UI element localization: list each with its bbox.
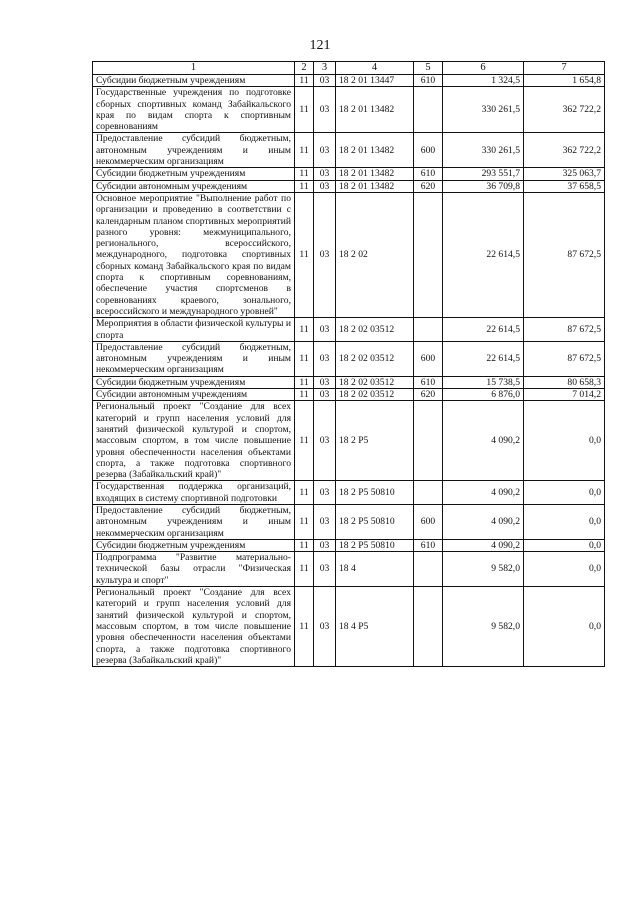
row-subsection: 03 [314, 341, 336, 376]
row-amount-col7: 1 654,8 [524, 75, 605, 87]
row-code: 18 2 02 03512 [336, 389, 414, 401]
row-name: Субсидии бюджетным учреждениям [93, 75, 295, 87]
row-amount-col6: 293 551,7 [443, 168, 524, 180]
row-name: Государственная поддержка организаций, входящих в систему спортивной подготовки [93, 481, 295, 505]
row-expense-type: 600 [414, 341, 443, 376]
table-row [93, 587, 605, 667]
row-amount-col6: 36 709,8 [443, 180, 524, 192]
row-section: 11 [295, 133, 314, 168]
row-expense-type: 610 [414, 168, 443, 180]
row-amount-col7: 87 672,5 [524, 192, 605, 317]
row-section: 11 [295, 552, 314, 587]
row-subsection: 03 [314, 376, 336, 388]
row-section: 11 [295, 504, 314, 539]
row-section: 11 [295, 75, 314, 87]
row-section: 11 [295, 587, 314, 667]
header-col-1: 1 [93, 62, 295, 75]
row-amount-col6: 22 614,5 [443, 192, 524, 317]
row-amount-col7: 325 063,7 [524, 168, 605, 180]
header-col-6: 6 [443, 62, 524, 75]
row-amount-col6: 15 738,5 [443, 376, 524, 388]
row-code: 18 2 02 03512 [336, 341, 414, 376]
row-amount-col6: 4 090,2 [443, 401, 524, 481]
row-name: Предоставление субсидий бюджетным, автономным учреждениям и иным некоммерческим организациям [93, 504, 295, 539]
row-amount-col6: 22 614,5 [443, 318, 524, 342]
row-subsection: 03 [314, 539, 336, 551]
row-code: 18 2 01 13447 [336, 75, 414, 87]
row-amount-col6: 6 876,0 [443, 389, 524, 401]
row-expense-type: 620 [414, 180, 443, 192]
row-expense-type [414, 401, 443, 481]
row-expense-type: 600 [414, 133, 443, 168]
row-expense-type: 620 [414, 389, 443, 401]
row-amount-col7: 87 672,5 [524, 341, 605, 376]
row-code: 18 2 02 [336, 192, 414, 317]
row-code: 18 2 P5 50810 [336, 481, 414, 505]
table-row [93, 168, 605, 180]
header-col-5: 5 [414, 62, 443, 75]
row-amount-col7: 37 658,5 [524, 180, 605, 192]
row-section: 11 [295, 192, 314, 317]
row-amount-col6: 330 261,5 [443, 87, 524, 133]
row-amount-col6: 4 090,2 [443, 481, 524, 505]
row-subsection: 03 [314, 180, 336, 192]
row-subsection: 03 [314, 401, 336, 481]
row-subsection: 03 [314, 75, 336, 87]
table-row [93, 180, 605, 192]
row-amount-col6: 9 582,0 [443, 587, 524, 667]
row-name: Основное мероприятие "Выполнение работ по организации и проведению в соответствии с календарным планом спортивных мероприятий разного уровня: межмуниципального, регионального, всероссийского, международного, подготовка спортивных сборных команд Забайкальского края по видам спорта к спортивным соревнованиям, обеспечение участия спортсменов в соревнованиях краевого, зонального, всероссийского и международного уровней" [93, 192, 295, 317]
row-name: Мероприятия в области физической культуры и спорта [93, 318, 295, 342]
row-subsection: 03 [314, 481, 336, 505]
row-name: Субсидии бюджетным учреждениям [93, 376, 295, 388]
row-expense-type [414, 587, 443, 667]
row-code: 18 2 02 03512 [336, 376, 414, 388]
row-section: 11 [295, 376, 314, 388]
row-amount-col6: 4 090,2 [443, 504, 524, 539]
header-col-4: 4 [336, 62, 414, 75]
table-row [93, 87, 605, 133]
header-col-3: 3 [314, 62, 336, 75]
table-row [93, 552, 605, 587]
row-amount-col7: 362 722,2 [524, 133, 605, 168]
table-row [93, 341, 605, 376]
row-section: 11 [295, 87, 314, 133]
row-expense-type: 600 [414, 504, 443, 539]
table-row [93, 389, 605, 401]
row-amount-col6: 330 261,5 [443, 133, 524, 168]
page-number: 121 [309, 38, 331, 53]
row-amount-col7: 362 722,2 [524, 87, 605, 133]
row-subsection: 03 [314, 318, 336, 342]
table-row [93, 75, 605, 87]
table-row [93, 504, 605, 539]
row-subsection: 03 [314, 192, 336, 317]
table-row [93, 539, 605, 551]
row-subsection: 03 [314, 168, 336, 180]
row-subsection: 03 [314, 587, 336, 667]
row-code: 18 2 02 03512 [336, 318, 414, 342]
row-code: 18 2 01 13482 [336, 87, 414, 133]
row-section: 11 [295, 341, 314, 376]
row-amount-col7: 87 672,5 [524, 318, 605, 342]
row-section: 11 [295, 389, 314, 401]
row-code: 18 2 01 13482 [336, 180, 414, 192]
row-subsection: 03 [314, 552, 336, 587]
row-section: 11 [295, 401, 314, 481]
row-code: 18 2 01 13482 [336, 168, 414, 180]
row-section: 11 [295, 180, 314, 192]
table-row [93, 133, 605, 168]
row-subsection: 03 [314, 133, 336, 168]
row-amount-col7: 0,0 [524, 552, 605, 587]
row-name: Субсидии бюджетным учреждениям [93, 168, 295, 180]
row-amount-col6: 22 614,5 [443, 341, 524, 376]
table-row [93, 401, 605, 481]
row-code: 18 2 P5 50810 [336, 504, 414, 539]
row-amount-col7: 0,0 [524, 481, 605, 505]
row-code: 18 2 P5 [336, 401, 414, 481]
row-name: Предоставление субсидий бюджетным, автономным учреждениям и иным некоммерческим организациям [93, 133, 295, 168]
row-amount-col6: 4 090,2 [443, 539, 524, 551]
row-expense-type: 610 [414, 376, 443, 388]
row-amount-col7: 0,0 [524, 504, 605, 539]
row-name: Государственные учреждения по подготовке сборных спортивных команд Забайкальского края по видам спорта к спортивным соревнованиям [93, 87, 295, 133]
row-section: 11 [295, 168, 314, 180]
row-name: Субсидии бюджетным учреждениям [93, 539, 295, 551]
row-expense-type [414, 87, 443, 133]
table-row [93, 481, 605, 505]
row-expense-type: 610 [414, 75, 443, 87]
row-expense-type [414, 481, 443, 505]
budget-table [92, 61, 605, 667]
table-row [93, 192, 605, 317]
row-code: 18 2 P5 50810 [336, 539, 414, 551]
row-amount-col6: 1 324,5 [443, 75, 524, 87]
row-expense-type [414, 318, 443, 342]
row-name: Подпрограмма "Развитие материально-технической базы отрасли "Физическая культура и спорт" [93, 552, 295, 587]
row-code: 18 4 P5 [336, 587, 414, 667]
row-code: 18 2 01 13482 [336, 133, 414, 168]
row-amount-col6: 9 582,0 [443, 552, 524, 587]
row-amount-col7: 80 658,3 [524, 376, 605, 388]
row-subsection: 03 [314, 389, 336, 401]
row-name: Субсидии автономным учреждениям [93, 180, 295, 192]
row-name: Региональный проект "Создание для всех категорий и групп населения условий для занятий физической культурой и спортом, массовым спортом, в том числе повышение уровня обеспеченности населения объектами спорта, а также подготовка спортивного резерва (Забайкальский край)" [93, 401, 295, 481]
row-name: Субсидии автономным учреждениям [93, 389, 295, 401]
row-amount-col7: 0,0 [524, 587, 605, 667]
row-section: 11 [295, 481, 314, 505]
row-expense-type [414, 552, 443, 587]
header-col-2: 2 [295, 62, 314, 75]
row-name: Предоставление субсидий бюджетным, автономным учреждениям и иным некоммерческим организациям [93, 341, 295, 376]
row-expense-type [414, 192, 443, 317]
row-amount-col7: 0,0 [524, 539, 605, 551]
row-amount-col7: 7 014,2 [524, 389, 605, 401]
row-subsection: 03 [314, 504, 336, 539]
row-section: 11 [295, 539, 314, 551]
row-amount-col7: 0,0 [524, 401, 605, 481]
table-row [93, 376, 605, 388]
row-subsection: 03 [314, 87, 336, 133]
table-row [93, 318, 605, 342]
table-header-row [93, 62, 605, 75]
header-col-7: 7 [524, 62, 605, 75]
row-section: 11 [295, 318, 314, 342]
row-code: 18 4 [336, 552, 414, 587]
row-name: Региональный проект "Создание для всех категорий и групп населения условий для занятий физической культурой и спортом, массовым спортом, в том числе повышение уровня обеспеченности населения объектами спорта, а также подготовка спортивного резерва (Забайкальский край)" [93, 587, 295, 667]
row-expense-type: 610 [414, 539, 443, 551]
